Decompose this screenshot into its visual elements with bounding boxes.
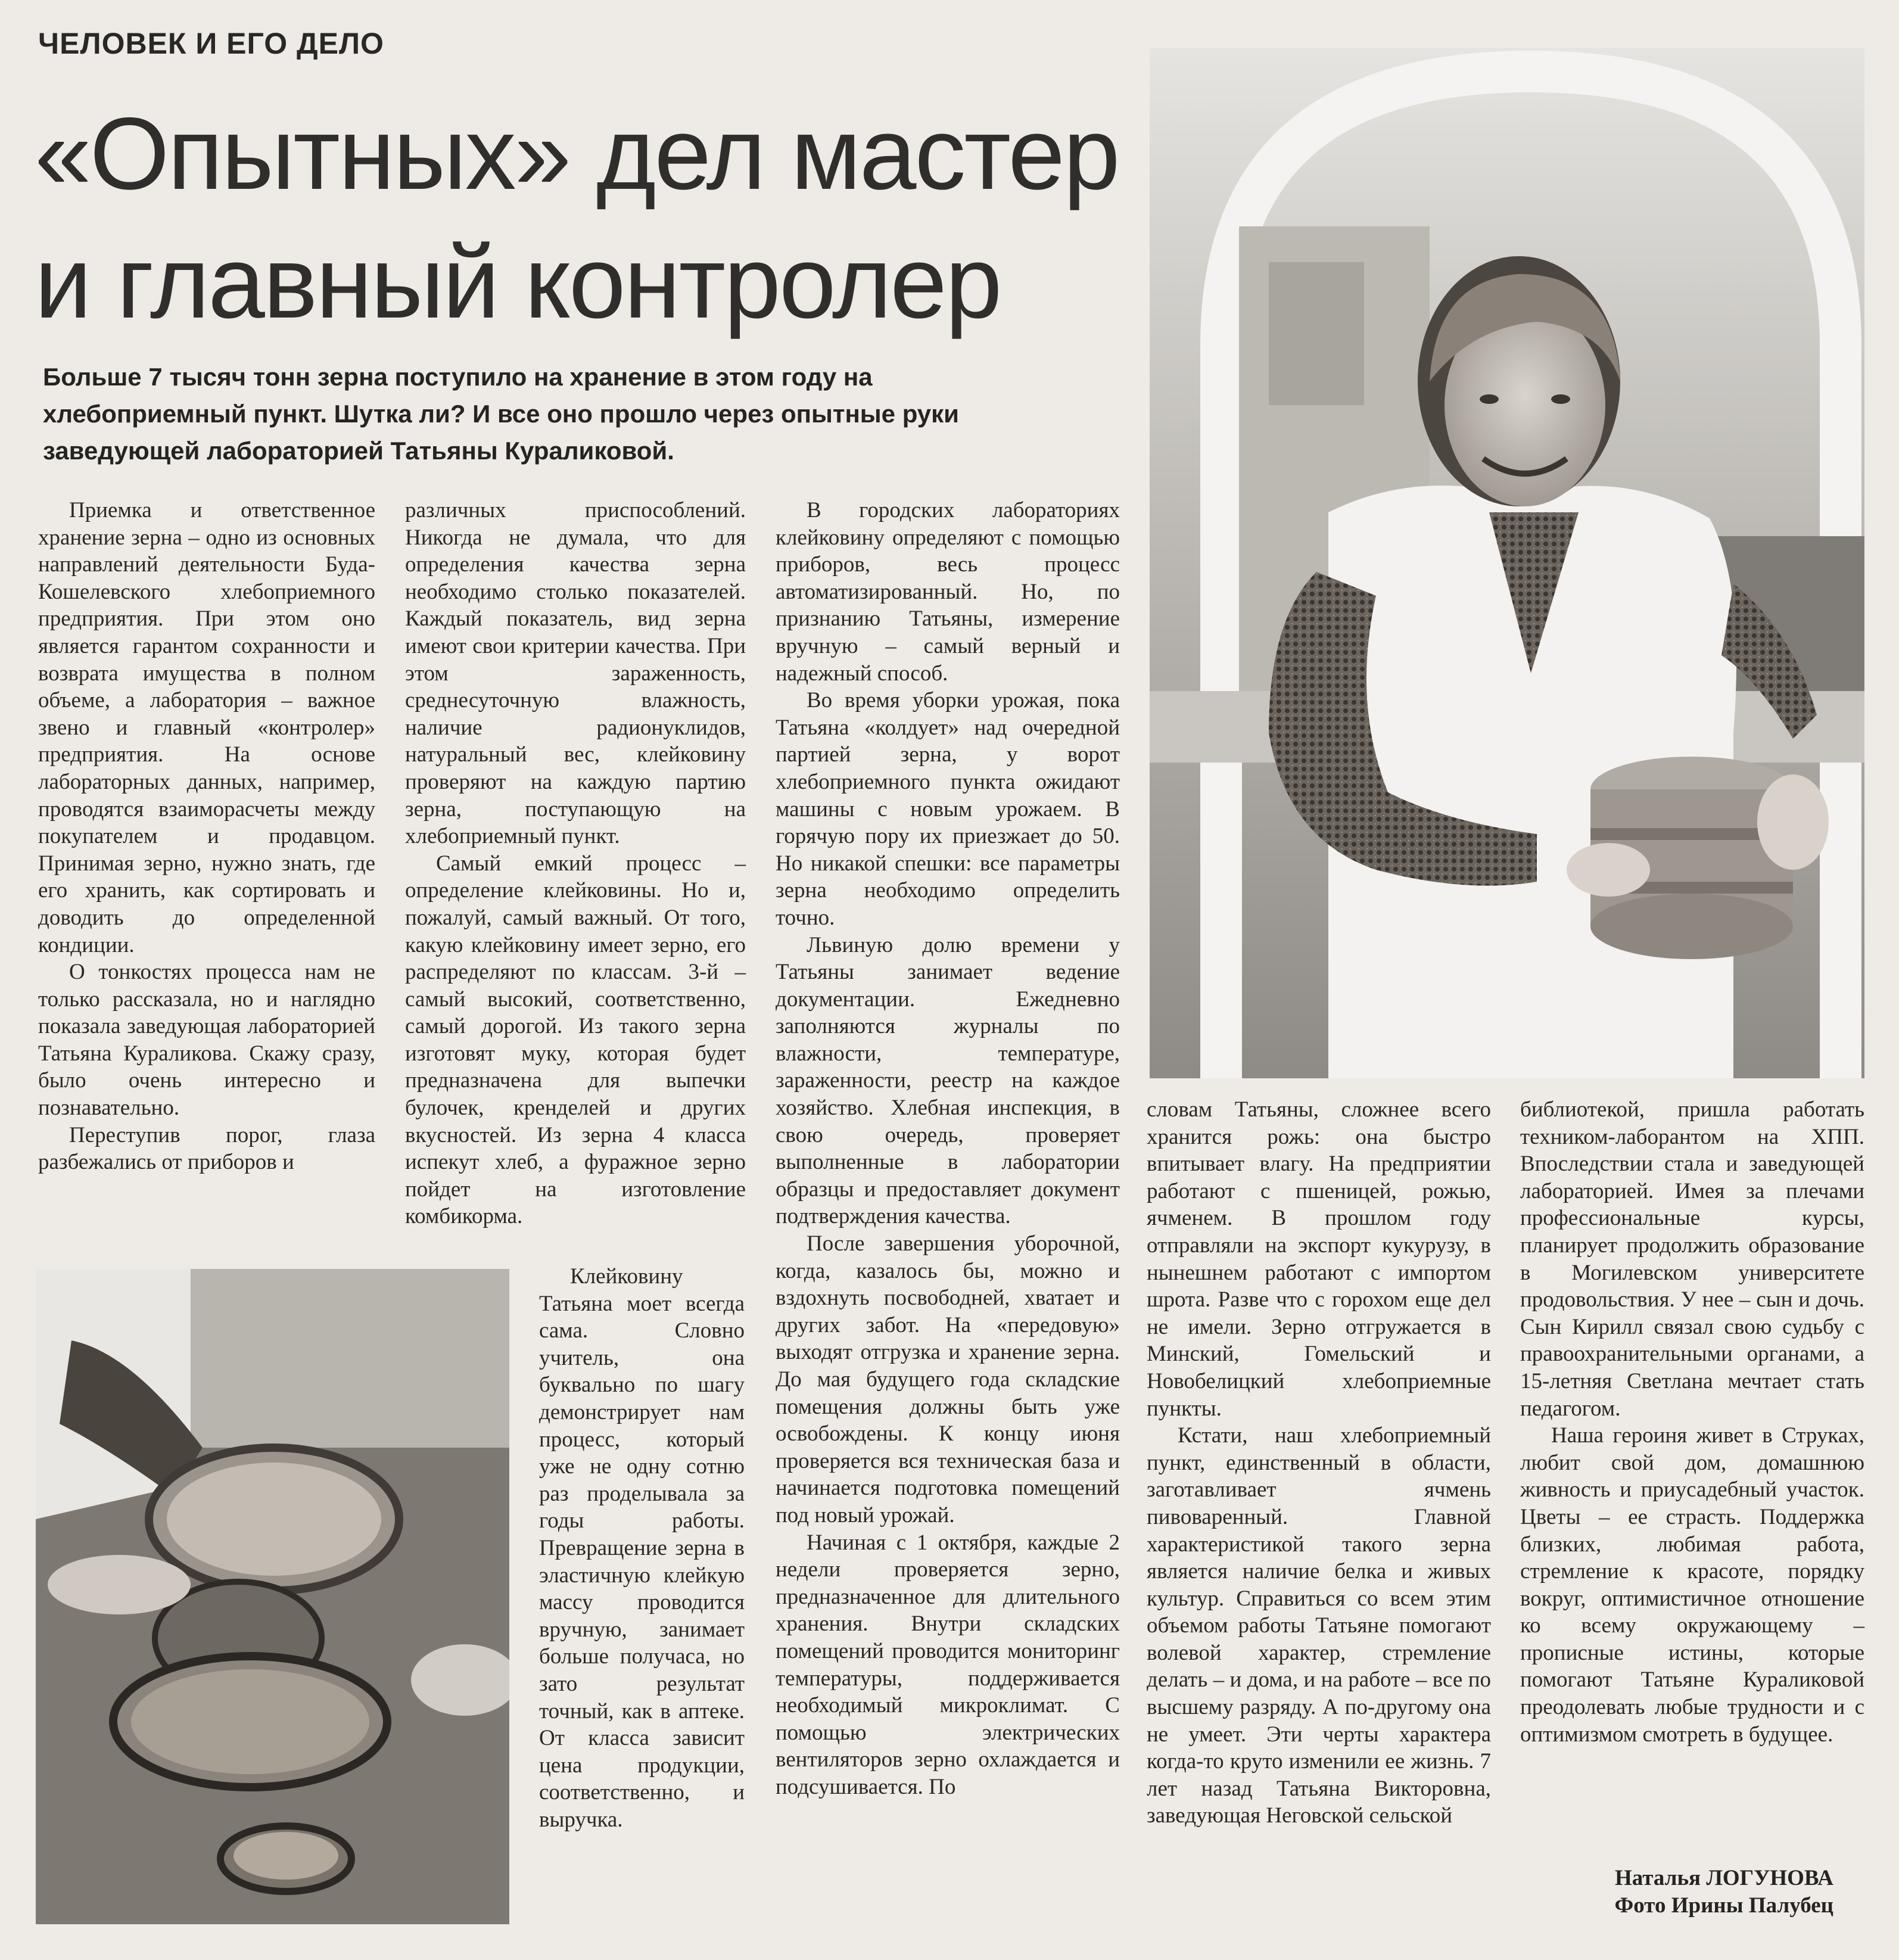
- main-photo-image: [1150, 48, 1864, 1078]
- paragraph: Приемка и ответственное хранение зерна – одно из основных направлений деятельности Буда-Кошелевского хлебоприемного предприятия. При этом оно является гарантом сохранности и возврата имущества в полном объеме, а лаборатория – важное звено и главный «контролер» предприятия. На основе лабораторных данных, например, проводятся взаиморасчеты между покупателем и продавцом. Принимая зерно, нужно знать, где его хранить, как сортировать и доводить до определенной кондиции.: [38, 498, 375, 957]
- paragraph: Клейковину Татьяна моет всегда сама. Словно учитель, она буквально по шагу демонстрирует нам процесс, который уже не одну сотню раз проделывала за годы работы. Превращение зерна в эластичную клейкую массу проводится вручную, занимает больше получаса, но зато результат точный, как в аптеке. От класса зависит цена продукции, соответственно, и выручка.: [539, 1264, 745, 1832]
- column-2-bottom: [539, 1263, 745, 1833]
- paragraph: Львиную долю времени у Татьяны занимает ведение документации. Ежедневно заполняются журналы по влажности, температуре, зараженности, реестр на каждое хозяйство. Хлебная инспекция, в свою очередь, проверяет выполненные в лаборатории образцы и предоставляет документ подтверждения качества.: [776, 932, 1120, 1229]
- paragraph: После завершения уборочной, когда, казалось бы, можно и вздохнуть посвободней, хватает и других забот. На «передовую» выходят отгрузка и хранение зерна. До мая будущего года складские помещения должны быть уже освобождены. К концу июня проверяется вся техническая база и начинается подготовка помещений под новый урожай.: [776, 1231, 1120, 1527]
- headline-line-1: «Опытных» дел мастер: [35, 97, 1119, 211]
- column-2-top: [405, 497, 746, 1230]
- photo-credit: Фото Ирины Палубец: [1614, 1893, 1833, 1918]
- lead-paragraph: Больше 7 тысяч тонн зерна поступило на хранение в этом году на хлебоприемный пункт. Шутка ли? И все оно прошло через опытные руки заведующей лабораторией Татьяны Кураликовой.: [43, 363, 960, 465]
- paragraph: О тонкостях процесса нам не только рассказала, но и наглядно показала заведующая лабораторией Татьяна Кураликова. Скажу сразу, было очень интересно и познавательно.: [38, 960, 375, 1121]
- main-photo: [1150, 48, 1864, 1078]
- column-5: [1520, 1096, 1864, 1748]
- column-3: [776, 497, 1120, 1801]
- paragraph: словам Татьяны, сложнее всего хранится рожь: она быстро впитывает влагу. На предприятии работают с пшеницей, рожью, ячменем. В прошлом году отправляли на экспорт кукурузу, в нынешнем работают с импортом шрота. Разве что с горохом еще дел не имели. Зерно отгружается в Минский, Гомельский и Новобелицкий хлебоприемные пункты.: [1147, 1097, 1491, 1421]
- paragraph: Переступив порог, глаза разбежались от приборов и: [38, 1122, 375, 1175]
- paragraph: библиотекой, пришла работать техником-лаборантом на ХПП. Впоследствии стала и заведующей лабораторией. Имея за плечами профессиональные курсы, планирует продолжить образование в Могилевском университете продовольствия. У нее – сын и дочь. Сын Кирилл связал свою судьбу с правоохранительными органами, а 15-летняя Светлана мечтает стать педагогом.: [1520, 1097, 1864, 1421]
- secondary-photo: [36, 1269, 509, 1924]
- rubric: ЧЕЛОВЕК И ЕГО ДЕЛО: [38, 27, 384, 60]
- headline: [35, 89, 1256, 347]
- secondary-photo-image: [36, 1269, 509, 1924]
- author-name: Наталья ЛОГУНОВА: [1614, 1866, 1833, 1890]
- paragraph: различных приспособлений. Никогда не думала, что для определения качества зерна необходимо столько показателей. Каждый показатель, вид зерна имеют свои критерии качества. При этом зараженность, среднесуточную влажность, наличие радионуклидов, натуральный вес, клейковину проверяют на каждую партию зерна, поступающую на хлебоприемный пункт.: [405, 498, 746, 849]
- paragraph: В городских лабораториях клейковину определяют с помощью приборов, весь процесс автоматизированный. Но, по признанию Татьяны, измерение вручную – самый верный и надежный способ.: [776, 498, 1120, 686]
- paragraph: Кстати, наш хлебоприемный пункт, единственный в области, заготавливает ячмень пивоваренный. Главной характеристикой такого зерна является наличие белка и живых культур. Справиться со всем этим объемом работы Татьяне помогают волевой характер, стремление делать – и дома, и на работе – все по высшему разряду. А по-другому она не умеет. Эти черты характера когда-то круто изменили ее жизнь. 7 лет назад Татьяна Викторовна, заведующая Неговской сельской: [1147, 1423, 1491, 1828]
- column-1: [38, 497, 375, 1176]
- paragraph: Во время уборки урожая, пока Татьяна «колдует» над очередной партией зерна, у ворот хлебоприемного пункта ожидают машины с новым урожаем. В горячую пору их приезжает до 50. Но никакой спешки: все параметры зерна необходимо определить точно.: [776, 688, 1120, 930]
- headline-line-2: и главный контролер: [35, 225, 1001, 340]
- column-4: [1147, 1096, 1491, 1830]
- paragraph: Самый емкий процесс – определение клейковины. Но и, пожалуй, самый важный. От того, какую клейковину имеет зерно, его распределяют по классам. 3-й – самый высокий, соответственно, самый дорогой. Из такого зерна изготовят муку, которая будет предназначена для выпечки булочек, кренделей и других вкусностей. Из зерна 4 класса испекут хлеб, а фуражное зерно пойдет на изготовление комбикорма.: [405, 851, 746, 1229]
- paragraph: Начиная с 1 октября, каждые 2 недели проверяется зерно, предназначенное для длительного хранения. Внутри складских помещений проводится мониторинг температуры, поддерживается необходимый микроклимат. С помощью электрических вентиляторов зерно охлаждается и подсушивается. По: [776, 1530, 1120, 1799]
- byline: [1615, 1865, 1834, 1919]
- paragraph: Наша героиня живет в Струках, любит свой дом, домашнюю живность и приусадебный участок. Цветы – ее страсть. Поддержка близких, любимая работа, стремление к красоте, порядку вокруг, оптимистичное отношение ко всему окружающему – прописные истины, которые помогают Татьяне Кураликовой преодолевать любые трудности и с оптимизмом смотреть в будущее.: [1520, 1423, 1864, 1747]
